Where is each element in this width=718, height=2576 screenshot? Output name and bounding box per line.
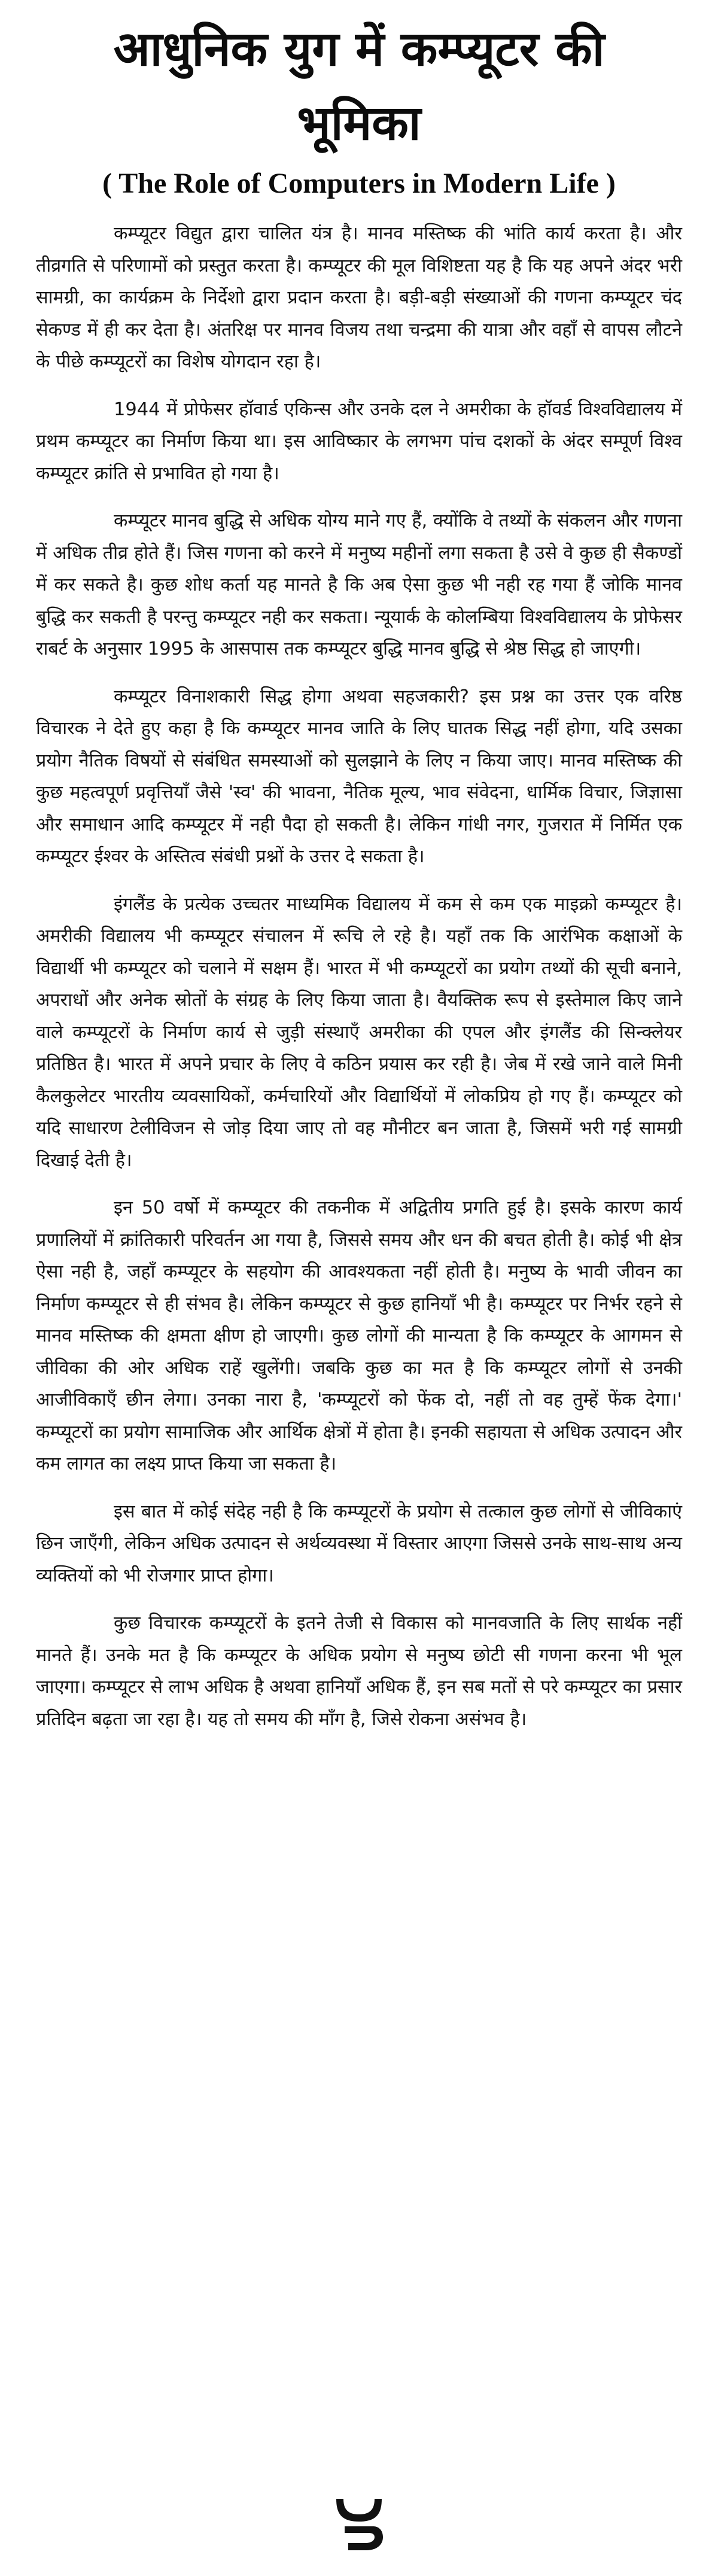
paragraph-4: कम्प्यूटर विनाशकारी सिद्ध होगा अथवा सहजकारी? इस प्रश्न का उत्तर एक वरिष्ठ विचारक ने देते हुए कहा है कि कम्प्यूटर मानव जाति के लिए घातक सिद्ध नहीं होगा, यदि उसका प्रयोग नैतिक विषयों से संबंधित समस्याओं को सुलझाने के लिए न किया जाए। मानव मस्तिष्क की कुछ महत्वपूर्ण प्रवृत्तियाँ जैसे 'स्व' की भावना, नैतिक मूल्य, भाव संवेदना, धार्मिक विचार, जिज्ञासा और समाधान आदि कम्प्यूटर में नही पैदा हो सकती है। लेकिन गांधी नगर, गुजरात में निर्मित एक कम्प्यूटर ईश्वर के अस्तित्व संबंधी प्रश्नों के उत्तर दे सकता है। (36, 686, 682, 867)
end-ornament (0, 2495, 718, 2555)
end-ornament-icon (330, 2495, 388, 2553)
paragraph-7: इस बात में कोई संदेह नही है कि कम्प्यूटरों के प्रयोग से तत्काल कुछ लोगों से जीविकाएं छिन जाएँगी, लेकिन अधिक उत्पादन से अर्थव्यवस्था में विस्तार आएगा जिससे उनके साथ-साथ अन्य व्यक्तियों को भी रोजगार प्राप्त होगा। (36, 1501, 682, 1586)
essay-title: आधुनिक युग में कम्प्यूटर की भूमिका (113, 21, 605, 151)
essay-subtitle: ( The Role of Computers in Modern Life ) (102, 168, 616, 199)
paragraph-8: कुछ विचारक कम्प्यूटरों के इतने तेजी से विकास को मानवजाति के लिए सार्थक नहीं मानते हैं। उनके मत है कि कम्प्यूटर के अधिक प्रयोग से मनुष्य छोटी सी गणना करना भी भूल जाएगा। कम्प्यूटर से लाभ अधिक है अथवा हानियाँ अधिक हैं, इन सब मतों से परे कम्प्यूटर का प्रसार प्रतिदिन बढ़ता जा रहा है। यह तो समय की माँग है, जिसे रोकना असंभव है। (36, 1613, 682, 1730)
paragraph-2: 1944 में प्रोफेसर हॉवार्ड एकिन्स और उनके दल ने अमरीका के हॉवर्ड विश्वविद्यालय में प्रथम कम्प्यूटर का निर्माण किया था। इस आविष्कार के लगभग पांच दशकों के अंदर सम्पूर्ण विश्व कम्प्यूटर क्रांति से प्रभावित हो गया है। (36, 399, 682, 484)
paragraph-5: इंगलैंड के प्रत्येक उच्चतर माध्यमिक विद्यालय में कम से कम एक माइक्रो कम्प्यूटर है। अमरीकी विद्यालय भी कम्प्यूटर संचालन में रूचि ले रहे है। यहाँ तक कि आरंभिक कक्षाओं के विद्यार्थी भी कम्प्यूटर को चलाने में सक्षम हैं। भारत में भी कम्प्यूटरों का प्रयोग तथ्यों की सूची बनाने, अपराधों और अनेक स्रोतों के संग्रह के लिए किया जाता है। वैयक्तिक रूप से इस्तेमाल किए जाने वाले कम्प्यूटरों के निर्माण कार्य से जुड़ी संस्थाएँ अमरीका की एपल और इंगलैंड की सिन्क्लेयर प्रतिष्ठित है। भारत में अपने प्रचार के लिए वे कठिन प्रयास कर रही है। जेब में रखे जाने वाले मिनी कैलकुलेटर भारतीय व्यवसायिकों, कर्मचारियों और विद्यार्थियों में लोकप्रिय हो गए हैं। कम्प्यूटर को यदि साधारण टेलीविजन से जोड़ दिया जाए तो वह मौनीटर बन जाता है, जिसमें भरी गई सामग्री दिखाई देती है। (36, 893, 682, 1171)
paragraph-6: इन 50 वर्षो में कम्प्यूटर की तकनीक में अद्वितीय प्रगति हुई है। इसके कारण कार्य प्रणालियों में क्रांतिकारी परिवर्तन आ गया है, जिससे समय और धन की बचत होती है। कोई भी क्षेत्र ऐसा नही है, जहाँ कम्प्यूटर के सहयोग की आवश्यकता नहीं होती है। मनुष्य के भावी जीवन का निर्माण कम्प्यूटर से ही संभव है। लेकिन कम्प्यूटर से कुछ हानियाँ भी है। कम्प्यूटर पर निर्भर रहने से मानव मस्तिष्क की क्षमता क्षीण हो जाएगी। कुछ लोगों की मान्यता है कि कम्प्यूटर के आगमन से जीविका की ओर अधिक राहें खुलेंगी। जबकि कुछ का मत है कि कम्प्यूटर लोगों से उनकी आजीविकाएँ छीन लेगा। उनका नारा है, 'कम्प्यूटरों को फेंक दो, नहीं तो वह तुम्हें फेंक देगा।' कम्प्यूटरों का प्रयोग सामाजिक और आर्थिक क्षेत्रों में होता है। इनकी सहायता से अधिक उत्पादन और कम लागत का लक्ष्य प्राप्त किया जा सकता है। (36, 1197, 682, 1474)
paragraph-1: कम्प्यूटर विद्युत द्वारा चालित यंत्र है। मानव मस्तिष्क की भांति कार्य करता है। और तीव्रगति से परिणामों को प्रस्तुत करता है। कम्प्यूटर की मूल विशिष्टता यह है कि यह अपने अंदर भरी सामग्री, का कार्यक्रम के निर्देशो द्वारा प्रदान करता है। बड़ी-बड़ी संख्याओं की गणना कम्प्यूटर चंद सेकण्ड में ही कर देता है। अंतरिक्ष पर मानव विजय तथा चन्द्रमा की यात्रा और वहाँ से वापस लौटने के पीछे कम्प्यूटरों का विशेष योगदान रहा है। (36, 223, 682, 372)
paragraph-3: कम्प्यूटर मानव बुद्धि से अधिक योग्य माने गए हैं, क्योंकि वे तथ्यों के संकलन और गणना में अधिक तीव्र होते हैं। जिस गणना को करने में मनुष्य महीनों लगा सकता है उसे वे कुछ ही सैकण्डों में कर सकते है। कुछ शोध कर्ता यह मानते है कि अब ऐसा कुछ भी नही रह गया हैं जोकि मानव बुद्धि कर सकती है परन्तु कम्प्यूटर नही कर सकता। न्यूयार्क के कोलम्बिया विश्वविद्यालय के प्रोफेसर राबर्ट के अनुसार 1995 के आसपास तक कम्प्यूटर बुद्धि मानव बुद्धि से श्रेष्ठ सिद्ध हो जाएगी। (36, 510, 682, 659)
